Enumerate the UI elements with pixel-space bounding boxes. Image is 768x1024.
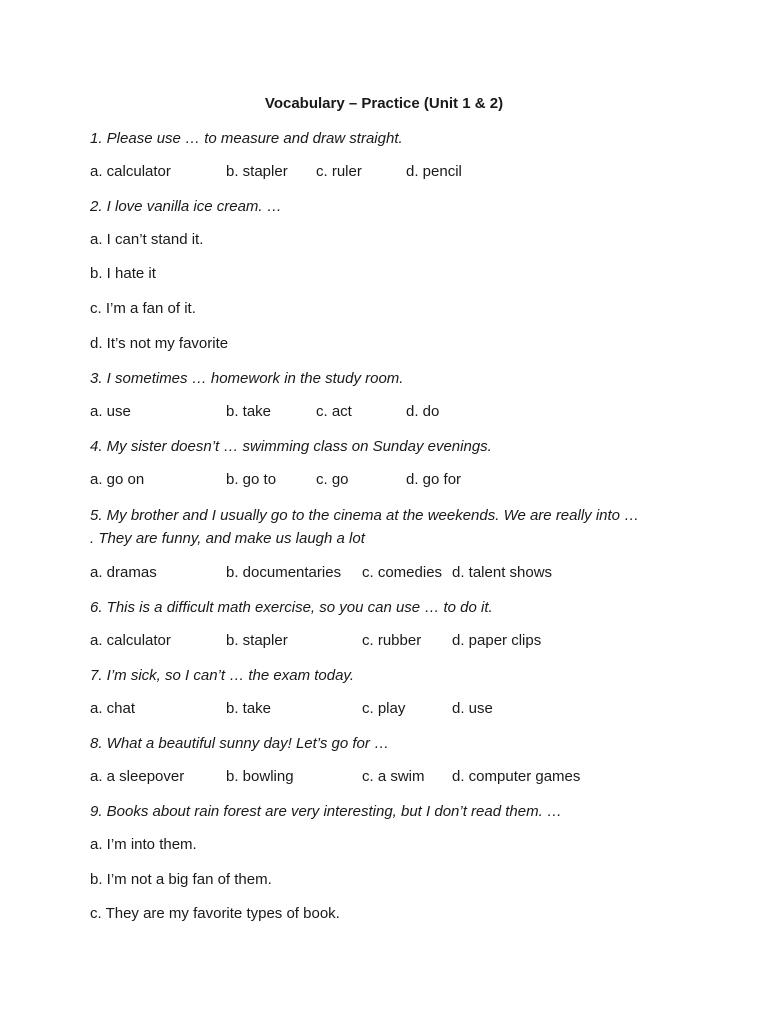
option-a: a. a sleepover (90, 768, 185, 785)
option-d: d. talent shows (452, 564, 553, 581)
option-d: d. It’s not my favorite (90, 335, 229, 352)
option-b: b. bowling (226, 768, 294, 785)
option-b: b. stapler (226, 163, 288, 180)
option-b: b. stapler (226, 632, 288, 649)
question-4: 4. My sister doesn’t … swimming class on Sunday evenings. (90, 438, 492, 455)
option-d: d. do (406, 403, 440, 420)
option-a: a. go on (90, 471, 145, 488)
option-a: a. I’m into them. (90, 836, 197, 853)
option-c: c. play (362, 700, 406, 717)
option-b: b. go to (226, 471, 277, 488)
option-c: c. They are my favorite types of book. (90, 905, 340, 922)
question-8: 8. What a beautiful sunny day! Let’s go for … (90, 735, 390, 752)
option-b: b. take (226, 403, 272, 420)
option-c: c. comedies (362, 564, 443, 581)
option-d: d. paper clips (452, 632, 542, 649)
option-d: d. pencil (406, 163, 462, 180)
option-c: c. rubber (362, 632, 422, 649)
option-b: b. I’m not a big fan of them. (90, 871, 272, 888)
option-a: a. use (90, 403, 131, 420)
option-c: c. go (316, 471, 349, 488)
question-5-continued: . They are funny, and make us laugh a lot (90, 530, 365, 547)
option-b: b. documentaries (226, 564, 342, 581)
option-a: a. dramas (90, 564, 157, 581)
option-c: c. I’m a fan of it. (90, 300, 196, 317)
question-6: 6. This is a difficult math exercise, so you can use … to do it. (90, 599, 493, 616)
question-2: 2. I love vanilla ice cream. … (90, 198, 282, 215)
option-b: b. take (226, 700, 272, 717)
question-3: 3. I sometimes … homework in the study room. (90, 370, 404, 387)
question-1: 1. Please use … to measure and draw straight. (90, 130, 403, 147)
option-a: a. calculator (90, 163, 171, 180)
option-d: d. use (452, 700, 493, 717)
option-a: a. chat (90, 700, 136, 717)
option-b: b. I hate it (90, 265, 156, 282)
page-title: Vocabulary – Practice (Unit 1 & 2) (264, 95, 504, 112)
option-c: c. act (316, 403, 352, 420)
option-c: c. ruler (316, 163, 362, 180)
question-5: 5. My brother and I usually go to the cinema at the weekends. We are really into … (90, 507, 640, 524)
option-a: a. I can’t stand it. (90, 231, 204, 248)
question-9: 9. Books about rain forest are very interesting, but I don’t read them. … (90, 803, 562, 820)
question-7: 7. I’m sick, so I can’t … the exam today. (90, 667, 354, 684)
option-d: d. computer games (452, 768, 581, 785)
option-d: d. go for (406, 471, 462, 488)
option-a: a. calculator (90, 632, 171, 649)
option-c: c. a swim (362, 768, 425, 785)
